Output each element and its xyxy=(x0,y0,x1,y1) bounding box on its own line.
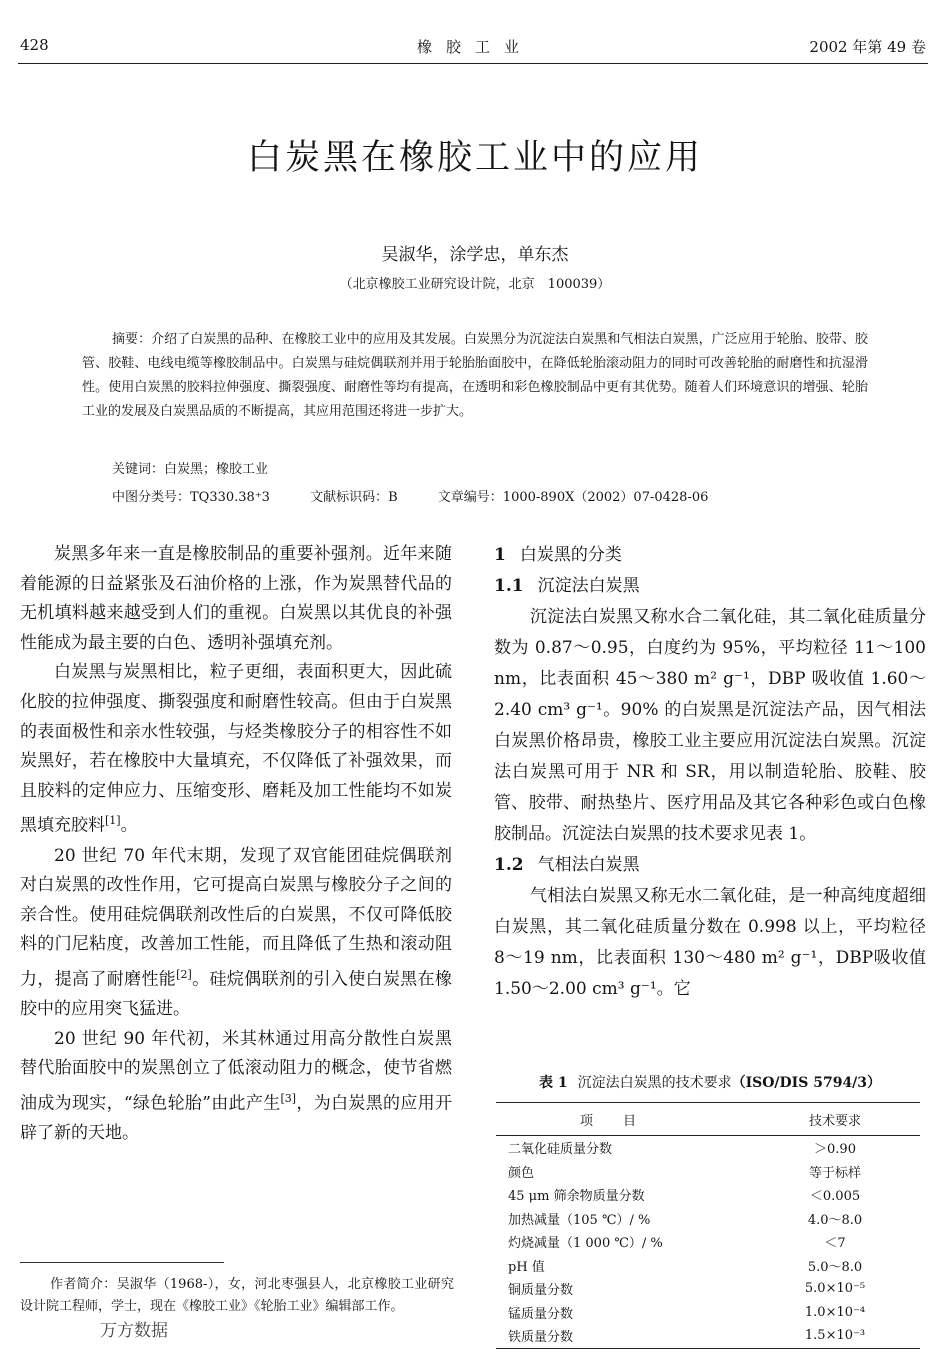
cell-requirement: ＜7 xyxy=(824,1236,846,1252)
cell-requirement: 5.0×10⁻⁵ xyxy=(804,1281,866,1297)
table-caption xyxy=(494,1072,926,1092)
table-caption-text: 沉淀法白炭黑的技术要求 xyxy=(577,1075,732,1091)
cell-requirement: 4.0～8.0 xyxy=(807,1212,863,1228)
article-title: 白炭黑在橡胶工业中的应用 xyxy=(246,138,703,178)
article-number: 文章编号：1000-890X（2002）07-0428-06 xyxy=(437,490,709,505)
cell-item: 铜质量分数 xyxy=(508,1283,574,1299)
table-row xyxy=(496,1160,920,1184)
paragraph: 炭黑多年来一直是橡胶制品的重要补强剂。近年来随着能源的日益紧张及石油价格的上涨，作为炭黑替代品的无机填料越来越受到人们的重视。白炭黑以其优良的补强性能成为最主要的白色、透明补强填充剂。 xyxy=(20,544,452,653)
issue-label: 2002 年第 49 卷 xyxy=(809,38,926,56)
table-row xyxy=(496,1183,920,1207)
table-row xyxy=(496,1230,920,1254)
cell-requirement: 5.0～8.0 xyxy=(807,1259,863,1275)
subsection-heading xyxy=(494,571,926,602)
paragraph-text: 。 xyxy=(120,816,138,836)
footnote-rule xyxy=(20,1262,224,1263)
table-row xyxy=(496,1254,920,1278)
class-number: 中图分类号：TQ330.38⁺3 xyxy=(112,490,270,505)
cell-item: 锰质量分数 xyxy=(508,1306,574,1322)
section-title: 气相法白炭黑 xyxy=(537,855,640,875)
cell-requirement: 1.0×10⁻⁴ xyxy=(804,1304,866,1320)
table-row xyxy=(496,1207,920,1231)
section-title: 白炭黑的分类 xyxy=(519,545,622,565)
table-row xyxy=(496,1136,920,1160)
cell-item: 加热减量（105 ℃）/ % xyxy=(508,1212,651,1228)
watermark: 万方数据 xyxy=(100,1321,168,1341)
paragraph xyxy=(20,1025,452,1149)
citation-ref[interactable]: [2] xyxy=(176,967,192,981)
section-title: 沉淀法白炭黑 xyxy=(537,576,640,596)
citation-ref[interactable]: [3] xyxy=(280,1092,297,1105)
paragraph xyxy=(20,658,452,841)
journal-name: 橡胶工业 xyxy=(416,38,533,56)
cell-requirement: 等于标样 xyxy=(808,1165,861,1181)
keywords: 关键词：白炭黑；橡胶工业 xyxy=(112,462,269,477)
document-code: 文献标识码：B xyxy=(310,490,398,505)
table-header-row xyxy=(496,1103,920,1136)
author-footnote: 作者简介：吴淑华（1968-），女，河北枣强县人，北京橡胶工业研究设计院工程师，学士，现在《橡胶工业》《轮胎工业》编辑部工作。 xyxy=(20,1277,454,1314)
left-column xyxy=(20,540,452,1149)
section-number: 1.1 xyxy=(494,576,524,596)
paragraph xyxy=(20,842,452,1025)
table-standard: （ISO/DIS 5794/3） xyxy=(731,1075,882,1091)
section-heading xyxy=(494,540,926,571)
cell-item: 颜色 xyxy=(508,1165,535,1181)
paragraph-text: 白炭黑与炭黑相比，粒子更细，表面积更大，因此硫化胶的拉伸强度、撕裂强度和耐磨性较高。但由于白炭黑的表面极性和亲水性较强，与烃类橡胶分子的相容性不如炭黑好，若在橡胶中大量填充，不仅降低了补强效果，而且胶料的定伸应力、压缩变形、磨耗及加工性能均不如炭黑填充胶料 xyxy=(20,662,452,836)
citation-ref[interactable]: [1] xyxy=(105,814,121,828)
right-column xyxy=(494,540,926,1005)
column-header-requirement: 技术要求 xyxy=(750,1103,920,1136)
cell-item: 铁质量分数 xyxy=(496,1324,750,1348)
cell-item: 45 μm 筛余物质量分数 xyxy=(508,1189,645,1205)
header-rule xyxy=(18,63,928,64)
classification-line xyxy=(112,486,812,505)
table-row xyxy=(496,1324,920,1348)
abstract: 摘要：介绍了白炭黑的品种、在橡胶工业中的应用及其发展。白炭黑分为沉淀法白炭黑和气相法白炭黑，广泛应用于轮胎、胶带、胶管、胶鞋、电线电缆等橡胶制品中。白炭黑与硅烷偶联剂并用于轮胎胎面胶中，在降低轮胎滚动阻力的同时可改善轮胎的耐磨性和抗湿滑性。使用白炭黑的胶料拉伸强度、撕裂强度、耐磨性等均有提高，在透明和彩色橡胶制品中更有其优势。随着人们环境意识的增强、轮胎工业的发展及白炭黑品质的不断提高，其应用范围还将进一步扩大。 xyxy=(82,332,868,419)
subsection-heading xyxy=(494,850,926,881)
cell-requirement: ＜0.005 xyxy=(809,1189,861,1205)
cell-requirement: 1.5×10⁻³ xyxy=(750,1324,920,1348)
section-number: 1 xyxy=(494,545,506,565)
paragraph: 气相法白炭黑又称无水二氧化硅，是一种高纯度超细白炭黑，其二氧化硅质量分数在 0.998 以上，平均粒径 8～19 nm，比表面积 130～480 m² g⁻¹，DBP吸收值1.50～2.00 cm³ g⁻¹。它 xyxy=(494,886,926,999)
paragraph-text: 20 世纪 70 年代末期，发现了双官能团硅烷偶联剂对白炭黑的改性作用，它可提高白炭黑与橡胶分子之间的亲合性。使用硅烷偶联剂改性后的白炭黑，不仅可降低胶料的门尼粘度，改善加工性能，而且降低了生热和滚动阻力，提高了耐磨性能 xyxy=(20,845,452,990)
paragraph-text: ，为白炭黑的应用开辟了新的天地。 xyxy=(20,1093,452,1144)
paragraph-text: 20 世纪 90 年代初，米其林通过用高分散性白炭黑替代胎面胶中的炭黑创立了低滚动阻力的概念，使节省燃油成为现实，“绿色轮胎”由此产生 xyxy=(20,1028,452,1114)
cell-item: 二氧化硅质量分数 xyxy=(508,1142,613,1158)
table-label: 表 1 xyxy=(538,1075,568,1091)
cell-requirement: ＞0.90 xyxy=(814,1142,856,1158)
paragraph: 沉淀法白炭黑又称水合二氧化硅，其二氧化硅质量分数为 0.87～0.95，白度约为 95%，平均粒径 11～100 nm，比表面积 45～380 m² g⁻¹，DBP 吸收值 1.60～2.40 cm³ g⁻¹。90% 的白炭黑是沉淀法产品，因气相法白炭黑价格昂贵，橡胶工业主要应用沉淀法白炭黑。沉淀法白炭黑可用于 NR 和 SR，用以制造轮胎、胶鞋、胶管、胶带、耐热垫片、医疗用品及其它各种彩色或白色橡胶制品。沉淀法白炭黑的技术要求见表 1。 xyxy=(494,607,926,844)
page-number: 428 xyxy=(20,36,49,54)
authors: 吴淑华，涂学忠，单东杰 xyxy=(381,245,569,265)
paragraph-text: 。硅烷偶联剂的引入使白炭黑在橡胶中的应用突飞猛进。 xyxy=(20,969,453,1020)
spec-table xyxy=(496,1102,920,1349)
table-row xyxy=(496,1301,920,1325)
section-number: 1.2 xyxy=(494,855,524,875)
cell-item: 灼烧减量（1 000 ℃）/ % xyxy=(508,1236,663,1252)
column-header-item: 项目 xyxy=(496,1103,750,1136)
affiliation: （北京橡胶工业研究设计院，北京 100039） xyxy=(339,277,611,292)
cell-item: pH 值 xyxy=(508,1259,545,1275)
table-row xyxy=(496,1277,920,1301)
